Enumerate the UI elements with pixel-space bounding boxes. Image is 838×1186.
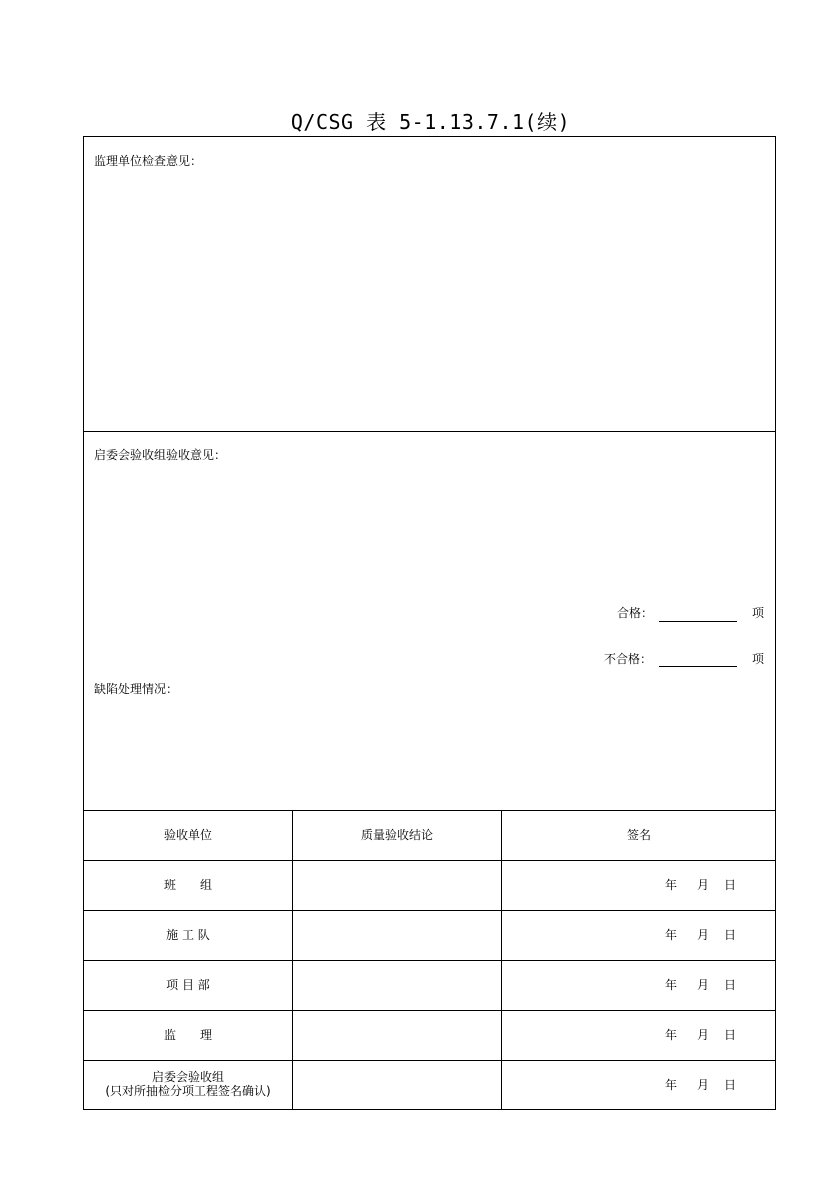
- header-quality-conclusion: 质量验收结论: [360, 828, 433, 842]
- row-unit-team: 班 组: [163, 878, 212, 892]
- row-unit-acceptance-group: 启委会验收组: [151, 1070, 224, 1084]
- signature-date: 年 月 日: [665, 928, 737, 942]
- acceptance-opinion-label: 启委会验收组验收意见：: [94, 448, 227, 462]
- pass-count-label: 合格：: [617, 606, 654, 620]
- header-signature: 签名: [626, 828, 651, 842]
- pass-count-blank[interactable]: [659, 621, 737, 622]
- header-acceptance-unit: 验收单位: [163, 828, 212, 842]
- fail-count-unit: 项: [752, 652, 765, 666]
- fail-count-label: 不合格：: [604, 652, 653, 666]
- form-title: Q/CSG 表 5-1.13.7.1(续): [290, 110, 571, 134]
- row-unit-construction-team: 施 工 队: [166, 928, 210, 942]
- defect-handling-label: 缺陷处理情况：: [94, 682, 179, 696]
- table-row-divider: [84, 910, 775, 911]
- table-row-divider: [84, 1060, 775, 1061]
- table-row-divider: [84, 960, 775, 961]
- table-column-divider: [292, 810, 293, 1110]
- pass-count-unit: 项: [752, 606, 765, 620]
- signature-date: 年 月 日: [665, 1078, 737, 1092]
- signature-date: 年 月 日: [665, 978, 737, 992]
- supervisor-opinion-label: 监理单位检查意见：: [94, 154, 203, 168]
- row-unit-supervisor: 监 理: [163, 1028, 212, 1042]
- form-sheet: [83, 136, 776, 1110]
- row-unit-project-dept: 项 目 部: [166, 978, 210, 992]
- table-row-divider: [84, 860, 775, 861]
- signature-date: 年 月 日: [665, 1028, 737, 1042]
- fail-count-blank[interactable]: [659, 666, 737, 667]
- table-top-border: [84, 810, 775, 811]
- section-divider: [84, 431, 775, 432]
- table-row-divider: [84, 1010, 775, 1011]
- table-column-divider: [501, 810, 502, 1110]
- row-unit-acceptance-group-note: (只对所抽检分项工程签名确认): [105, 1084, 271, 1098]
- signature-date: 年 月 日: [665, 878, 737, 892]
